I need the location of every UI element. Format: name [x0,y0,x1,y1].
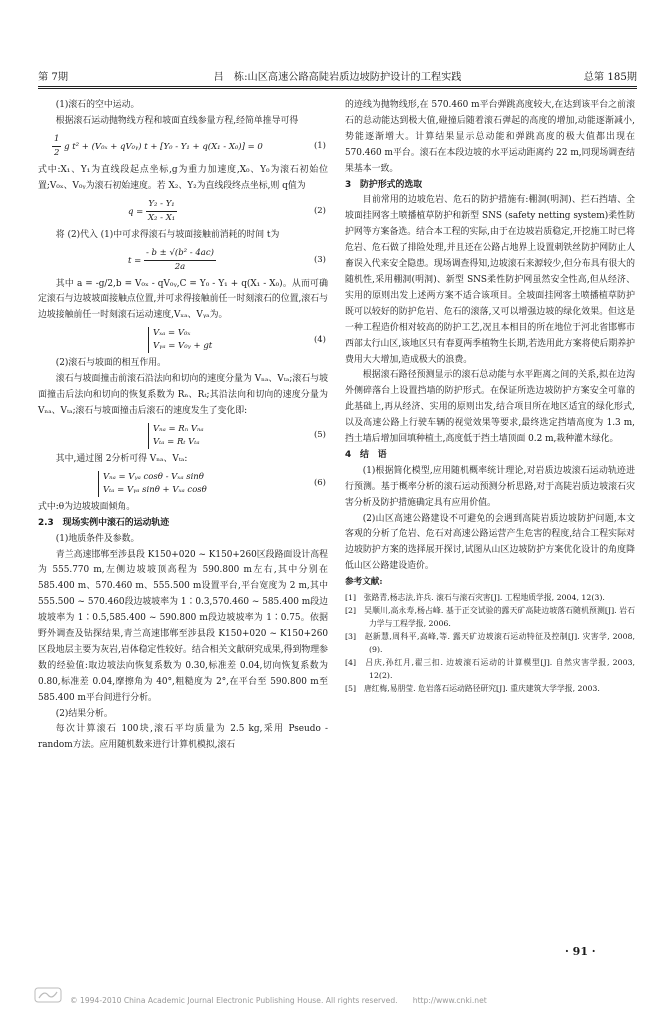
equation-number: (6) [313,478,326,489]
paragraph: 每次计算滚石 100块,滚石平均质量为 2.5 kg,采用 Pseudo - random方法。应用随机数来进行计算机模拟,滚石 [38,724,328,751]
paragraph: 其中 a = -g/2,b = V₀ₓ - qV₀ᵧ,C = Y₀ - Y₁ + q(X₁ - X₀)。从而可确定滚石与边坡坡面接触点位置,并可求得接触前任一时刻滚石的位置,滚石与边坡接触前任一时刻滚石运动速度,Vₓₐ、Vᵧₐ为。 [38,278,328,321]
equation-2: q = $\frac{\text{Y₂ - Y₁}}{\text{X₂ - X₁}}$ (2) [128,198,326,223]
left-column [38,98,328,754]
paragraph: (2)结果分析。 [55,708,113,719]
paragraph: 目前常用的边坡危岩、危石的防护措施有:棚洞(明洞)、拦石挡墙、全坡面挂网客土喷播植草防护和新型 SNS (safety netting system)柔性防护网等方案备选。结合本工程的实际,由于在边坡岩质稳定,开挖施工时已将危岩、危石做了排险处理,并且还在公路占地界上设置刺铁丝防护网防止人畜误入代来安全隐患。现场调查得知,边坡滚石来源较少,但分布具有很大的随机性,采用棚洞(明洞)、新型 SNS柔性防护网虽然安全性高,但从经济、实用的原则出发上述两方案不适合该项目。全坡面挂网客土喷播植草防护既可以较好的防护危岩、危石的滚落,又可以增强边坡的绿化效果。但这是一种工程造价相对较高的防护工艺,况且本相目的所在地位于河北省邯郸市西部太行山区,该地区只有春夏两季植物生长期,若选用此方案将使后期养护费用大大增加,造成极大的浪费。 [345,195,635,365]
copyright-footer: © 1994-2010 China Academic Journal Electronic Publishing House. All rights reserved. http://www.cnki.net [70,996,487,1005]
paragraph: 根据滚石运动抛物线方程和坡面直线参量方程,经简单推导可得 [55,115,299,126]
right-column [345,98,635,695]
reference-item: [5] 唐红梅,易朋莹. 危岩落石运动路径研究[J]. 重庆建筑大学学报, 2003. [345,684,600,694]
paragraph: 式中:X₁、Y₁为直线段起点坐标,g为重力加速度,X₀、Y₀为滚石初始位置;V₀ₓ、V₀ᵧ为滚石初始速度。若 X₂、Y₂为直线段终点坐标,则 q值为 [38,164,328,191]
reference-item: [3] 赵新慧,周科平,高峰,等. 露天矿边坡滚石运动特征及控制[J]. 灾害学, 2008, (9). [345,632,635,655]
article-header-title: 吕 栋:山区高速公路高陡岩质边坡防护设计的工程实践 [213,72,462,83]
paragraph: 的迹线为抛物线形,在 570.460 m平台弹跳高度较大,在达到该平台之前滚石的总动能达到极大值,碰撞后随着滚石弹起的高度的增加,动能逐渐减小,势能逐渐增大。计算结果显示总动能和弹跳高度的极大值都出现在 570.460 m平台。滚石在本段边坡的水平运动距离约 22 m,同现场调查结果基本一致。 [345,100,635,174]
equation-4: Vₓₐ = V₀ₓ Vᵧₐ = V₀ᵧ + gt (4) [38,327,328,353]
section-heading: 4 结 语 [345,449,387,460]
total-issue-label: 总第 185期 [583,72,637,83]
paragraph: 滚石与坡面撞击前滚石沿法向和切向的速度分量为 Vₙₐ、Vₜₐ;滚石与坡面撞击后法向和切向的恢复系数为 Rₙ、Rₜ;其沿法向和切向的速度分量为 Vₙₐ、Vₜₐ;滚石与坡面撞击后滚石的速度发生了变化即: [38,374,328,416]
header-rule-thin [38,88,637,89]
paragraph: 根据滚石路径预测显示的滚石总动能与水平距离之间的关系,拟在边沟外侧碎落台上设置挡墙的防护形式。在保证所选边坡防护方案安全可靠的此基础上,再从经济、实用的原则出发,结合项目所在地区适宜的绿化形式,以及高速公路上行驶车辆的视觉效果等要求,最终选定挡墙高度为 1.3 m,挡土墙后增加回填种植土,高度低于挡土墙顶面 0.2 m,栽种灌木绿化。 [345,370,635,445]
reference-item: [2] 吴顺川,高永寿,杨占峰. 基于正交试验的露天矿高陡边坡落石随机预测[J]. 岩石力学与工程学报, 2006. [345,606,635,629]
section-heading: 2.3 现场实例中滚石的运动轨迹 [38,517,170,528]
fraction: $\frac{1}{2}$ [54,133,60,158]
reference-item: [1] 张路青,杨志法,许兵. 滚石与滚石灾害[J]. 工程地质学报, 2004, 12(3). [345,593,605,603]
paragraph: 其中,通过图 2分析可得 Vₙₐ、Vₜₐ: [55,453,188,464]
issue-label: 第 7期 [38,72,69,83]
page-number: · 91 · [565,945,596,958]
paragraph: 将 (2)代入 (1)中可求得滚石与坡面接触前消耗的时间 t为 [55,229,280,240]
paragraph: (1)根据简化模型,应用随机概率统计理论,对岩质边坡滚石运动轨迹进行预测。基于概率分析的滚石运动预测分析思路,对于高陡岩质边坡滚石灾害分析及防护措施确定具有应用价值。 [345,465,635,508]
paragraph: 式中:θ为边坡坡面倾角。 [38,501,136,512]
equation-3: t = $\frac{\text{- b ± √(b² - 4ac)}}{2a}$ (3) [128,247,326,272]
paragraph: (2)滚石与坡面的相互作用。 [55,358,166,369]
references-title: 参考文献: [345,577,383,588]
equation-number: (2) [313,205,326,216]
fraction: $\frac{\text{- b ± √(b² - 4ac)}}{2a}$ [145,247,214,272]
equation-number: (4) [313,334,326,345]
paragraph: (1)滚石的空中运动。 [55,100,140,110]
fraction: $\frac{\text{Y₂ - Y₁}}{\text{X₂ - X₁}}$ [147,198,176,223]
equation-number: (5) [313,430,326,441]
equation-6: Vₙₐ = Vᵧₐ cosθ - Vₓₐ sinθ Vₜₐ = Vᵧₐ sinθ + Vₓₐ cosθ (6) [38,471,328,497]
paragraph: (1)地质条件及参数。 [55,533,140,544]
header-rule [38,86,637,87]
running-header [38,71,637,85]
equation-5: Vₙₐ = Rₙ Vₙₐ Vₜₐ = Rₜ Vₜₐ (5) [38,423,328,449]
equation-number: (1) [313,140,326,151]
section-heading: 3 防护形式的选取 [345,179,423,190]
paragraph: 青兰高速邯郸至涉县段 K150+020 ~ K150+260区段路面设计高程为 555.770 m,左侧边坡坡顶高程为 590.800 m左右,其中分别在 585.400 m、570.460 m、555.500 m设置平台,平台宽度为 2 m,其中 555.500 ~ 570.460段边坡坡率为 1∶0.3,570.460 ~ 585.400 m段边坡坡率为 1∶0.5,585.400 ~ 590.800 m段边坡坡率为 1∶0.75。依据野外调查及钻探结果,青兰高速邯郸至涉县段 K150+020 ~ K150+260区段地层主要为灰岩,岩体稳定性较好。结合相关文献研究成果,得到物理参数的经验值:取边坡法向恢复系数为 0.30,标准差 0.04,切向恢复系数为 0.80,标准差 0.04,摩擦角为 40°,粗糙度为 2°,在平台至 590.800 m至 585.400 m平台间进行分析。 [38,549,328,703]
reference-item: [4] 吕庆,孙红月,翟三扣. 边坡滚石运动的计算模型[J]. 自然灾害学报, 2003, 12(2). [345,658,635,681]
equation-number: (3) [313,254,326,265]
cnki-logo-icon [34,986,62,1004]
paragraph: (2)山区高速公路建设不可避免的会遇到高陡岩质边坡防护问题,本文客观的分析了危岩、危石对高速公路运营产生危害的程度,结合工程实际对边坡防护方案的选择展开探讨,试图从山区边坡防护方案优化设计的角度降低山区公路建设造价。 [345,513,635,572]
equation-1: $\frac{1}{2}$ g t² + (V₀ₓ + qV₀ᵧ) t + [Y₀ - Y₁ + q(X₁ - X₀)] = 0 (1) [54,133,326,158]
